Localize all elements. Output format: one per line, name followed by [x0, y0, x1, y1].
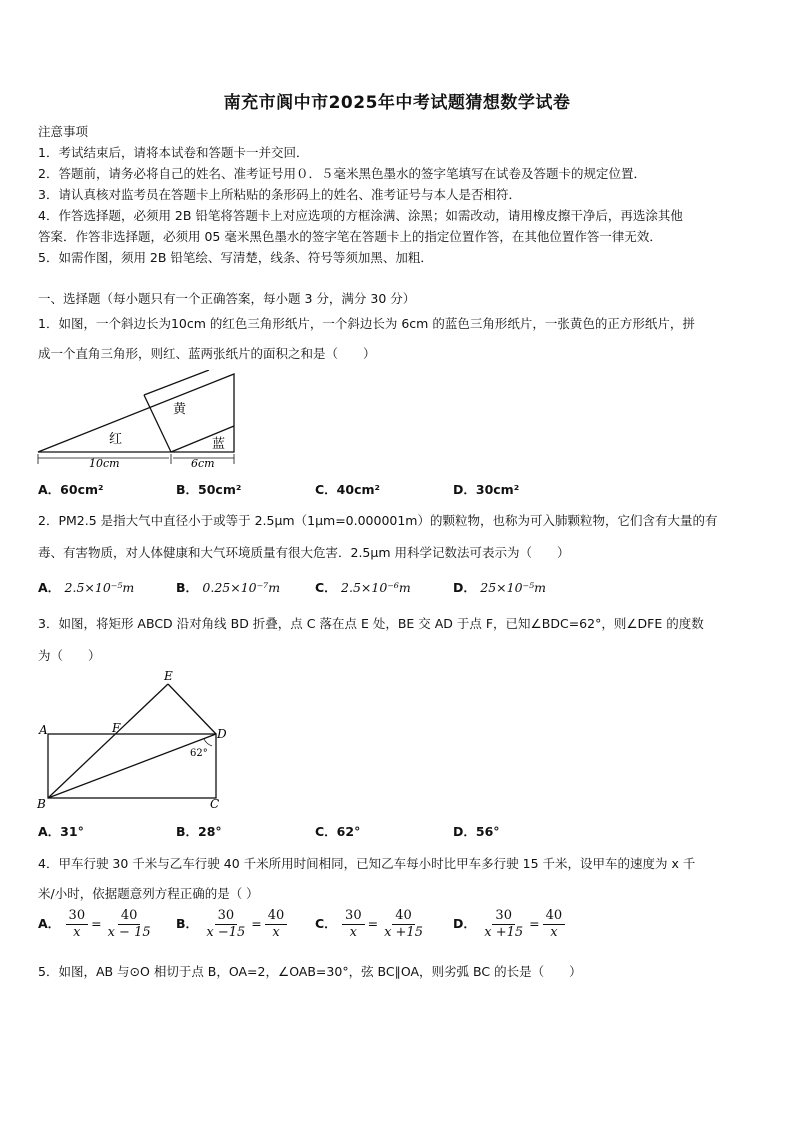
q1-option-a[interactable]: A．60cm² [38, 482, 104, 497]
q3-option-b[interactable]: B．28° [176, 824, 222, 839]
q1-option-c[interactable]: C．40cm² [315, 482, 380, 497]
q2-option-a[interactable]: A． 2.5×10⁻⁵m [38, 580, 135, 595]
length-6cm: 6cm [191, 457, 215, 470]
fraction-right: $\frac{40}{x}$ [543, 908, 566, 941]
fraction-left: $\frac{30}{x}$ [66, 908, 89, 941]
red-label: 红 [109, 432, 123, 447]
point-f: F [112, 721, 121, 735]
notice-item: 5．如需作图，须用 2B 铅笔绘、写清楚，线条、符号等须加黑、加粗． [38, 250, 433, 265]
blue-label: 蓝 [212, 437, 226, 452]
q4-option-c[interactable]: C． $\frac{30}{x}$ = $\frac{40}{x +15}$ [315, 908, 427, 941]
angle-arc [204, 739, 212, 746]
q3-option-c[interactable]: C．62° [315, 824, 361, 839]
yellow-square [143, 395, 169, 452]
diagonal-bd [48, 734, 216, 798]
big-right-triangle [38, 374, 234, 452]
q3-option-d[interactable]: D．56° [453, 824, 500, 839]
q3-stem-line1: 3．如图，将矩形 ABCD 沿对角线 BD 折叠，点 C 落在点 E 处，BE 交 AD 于点 F，已知∠BDC=62°，则∠DFE 的度数 [38, 616, 704, 631]
point-a: A [39, 723, 48, 737]
fraction-left: $\frac{30}{x -15}$ [206, 908, 246, 940]
q1-option-b[interactable]: B．50cm² [176, 482, 242, 497]
segment-be [48, 684, 168, 798]
fraction-right: $\frac{40}{x - 15}$ [107, 908, 151, 940]
point-e: E [164, 669, 173, 683]
point-b: B [37, 797, 46, 810]
q2-stem-line1: 2．PM2.5 是指大气中直径小于或等于 2.5μm（1μm=0.000001m）的颗粒物，也称为可入肺颗粒物，它们含有大量的有 [38, 513, 718, 528]
yellow-label: 黄 [173, 402, 187, 417]
q4-option-b[interactable]: B． $\frac{30}{x -15}$ = $\frac{40}{x}$ [176, 908, 288, 941]
fraction-left: $\frac{30}{x +15}$ [484, 908, 524, 940]
notice-heading: 注意事项 [38, 124, 89, 139]
q5-stem-line1: 5．如图，AB 与⊙O 相切于点 B，OA=2，∠OAB=30°，弦 BC∥OA，则劣弧 BC 的长是（ ） [38, 964, 582, 979]
q3-stem-line2: 为（ ） [38, 648, 101, 663]
q1-option-d[interactable]: D．30cm² [453, 482, 520, 497]
segment-ed [168, 684, 216, 734]
q4-option-a[interactable]: A． $\frac{30}{x}$ = $\frac{40}{x - 15}$ [38, 908, 155, 941]
point-c: C [210, 797, 220, 810]
length-10cm: 10cm [89, 457, 120, 470]
q2-stem-line2: 毒、有害物质，对人体健康和大气环境质量有很大危害．2.5μm 用科学记数法可表示为（ ） [38, 545, 570, 560]
q3-option-a[interactable]: A．31° [38, 824, 84, 839]
notice-item: 4．作答选择题，必须用 2B 铅笔将答题卡上对应选项的方框涂满、涂黑；如需改动，请用橡皮擦干净后，再选涂其他 [38, 208, 683, 223]
q3-figure [36, 668, 236, 810]
q4-option-d[interactable]: D． $\frac{30}{x +15}$ = $\frac{40}{x}$ [453, 908, 566, 941]
q1-stem-line2: 成一个直角三角形，则红、蓝两张纸片的面积之和是（ ） [38, 346, 376, 361]
fraction-right: $\frac{40}{x}$ [265, 908, 288, 941]
section-heading: 一、选择题（每小题只有一个正确答案，每小题 3 分，满分 30 分） [38, 291, 416, 306]
notice-item: 2．答题前，请务必将自己的姓名、准考证号用０．５毫米黑色墨水的签字笔填写在试卷及答题卡的规定位置． [38, 166, 646, 181]
q2-option-d[interactable]: D． 25×10⁻⁵m [453, 580, 546, 595]
q1-stem-line1: 1．如图，一个斜边长为10cm 的红色三角形纸片，一个斜边长为 6cm 的蓝色三角形纸片，一张黄色的正方形纸片，拼 [38, 316, 695, 331]
q1-figure [34, 370, 244, 470]
q2-option-c[interactable]: C． 2.5×10⁻⁶m [315, 580, 411, 595]
q2-option-b[interactable]: B． 0.25×10⁻⁷m [176, 580, 281, 595]
point-d: D [217, 727, 227, 741]
notice-item: 1．考试结束后，请将本试卷和答题卡一并交回． [38, 145, 309, 160]
fraction-right: $\frac{40}{x +15}$ [384, 908, 423, 940]
angle-62-label: 62° [190, 748, 208, 759]
fraction-left: $\frac{30}{x}$ [342, 908, 365, 941]
notice-item: 3．请认真核对监考员在答题卡上所粘贴的条形码上的姓名、准考证号与本人是否相符． [38, 187, 521, 202]
q4-stem-line1: 4．甲车行驶 30 千米与乙车行驶 40 千米所用时间相同，已知乙车每小时比甲车多行驶 15 千米，设甲车的速度为 x 千 [38, 856, 696, 871]
exam-title: 南充市阆中市2025年中考试题猜想数学试卷 [223, 93, 571, 113]
q4-stem-line2: 米/小时，依据题意列方程正确的是（ ） [38, 886, 259, 901]
notice-item: 答案．作答非选择题，必须用 05 毫米黑色墨水的签字笔在答题卡上的指定位置作答，在其他位置作答一律无效． [38, 229, 662, 244]
